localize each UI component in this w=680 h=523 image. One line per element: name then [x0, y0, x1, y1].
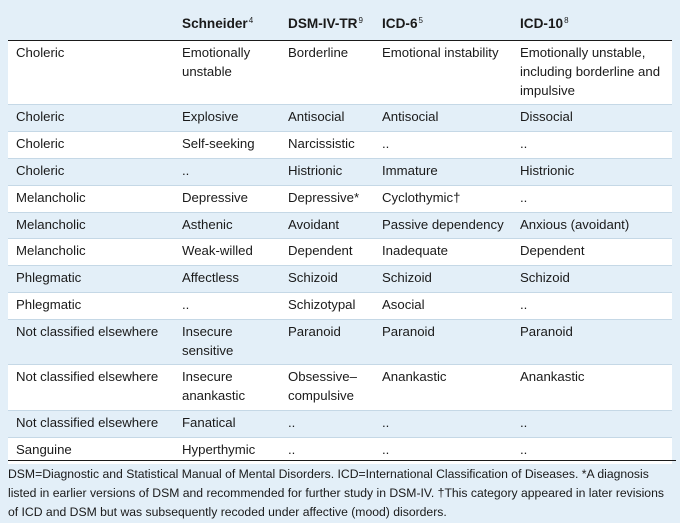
column-header-2 — [280, 6, 374, 41]
table-cell: Not classified elsewhere — [8, 319, 174, 365]
table-cell: .. — [374, 437, 512, 463]
table-cell: Explosive — [174, 105, 280, 132]
table-cell: Emotionally unstable, including borderline and impulsive — [512, 41, 672, 105]
table-cell: Depressive — [174, 185, 280, 212]
column-header-0 — [8, 6, 174, 41]
table-cell: Anankastic — [512, 365, 672, 411]
table-cell: Asthenic — [174, 212, 280, 239]
table-row — [8, 185, 672, 212]
table-cell: Antisocial — [280, 105, 374, 132]
table-cell: Sanguine — [8, 437, 174, 463]
column-header-reference: 8 — [564, 16, 569, 26]
table-cell: Dissocial — [512, 105, 672, 132]
table-cell: Melancholic — [8, 185, 174, 212]
table-cell: .. — [512, 185, 672, 212]
table-cell: Dependent — [280, 239, 374, 266]
table-cell: Melancholic — [8, 239, 174, 266]
table-row — [8, 105, 672, 132]
table-cell: .. — [280, 410, 374, 437]
table-cell: Avoidant — [280, 212, 374, 239]
table-cell: Passive dependency — [374, 212, 512, 239]
table-row — [8, 41, 672, 105]
table-cell: Inadequate — [374, 239, 512, 266]
table-row — [8, 239, 672, 266]
table-cell: Choleric — [8, 132, 174, 159]
table-cell: Choleric — [8, 41, 174, 105]
personality-classification-table — [8, 6, 672, 464]
table-cell: .. — [512, 437, 672, 463]
table-body — [8, 41, 672, 464]
table-cell: .. — [374, 410, 512, 437]
column-header-3 — [374, 6, 512, 41]
table-cell: Paranoid — [374, 319, 512, 365]
table-cell: Hyperthymic — [174, 437, 280, 463]
table-cell: .. — [174, 292, 280, 319]
table-cell: .. — [512, 410, 672, 437]
table-cell: .. — [280, 437, 374, 463]
column-header-1 — [174, 6, 280, 41]
table-cell: Dependent — [512, 239, 672, 266]
table-cell: Not classified elsewhere — [8, 410, 174, 437]
table-cell: Insecure sensitive — [174, 319, 280, 365]
column-header-reference: 4 — [248, 16, 254, 26]
table-cell: Cyclothymic† — [374, 185, 512, 212]
table-cell: Emotional instability — [374, 41, 512, 105]
table-cell: .. — [512, 292, 672, 319]
table-cell: Borderline — [280, 41, 374, 105]
column-header-label: ICD-10 — [520, 16, 564, 32]
table-cell: Phlegmatic — [8, 292, 174, 319]
table-cell: Self-seeking — [174, 132, 280, 159]
column-header-reference: 9 — [358, 16, 363, 26]
table-cell: Antisocial — [374, 105, 512, 132]
table-row — [8, 410, 672, 437]
table-row — [8, 266, 672, 293]
table-cell: Schizotypal — [280, 292, 374, 319]
table-cell: Weak-willed — [174, 239, 280, 266]
table-cell: Insecure anankastic — [174, 365, 280, 411]
table-cell: Obsessive–compulsive — [280, 365, 374, 411]
table-cell: Anxious (avoidant) — [512, 212, 672, 239]
table-row — [8, 212, 672, 239]
table-cell: Paranoid — [280, 319, 374, 365]
table-cell: Anankastic — [374, 365, 512, 411]
column-header-label: Schneider — [182, 16, 248, 32]
table-cell: Narcissistic — [280, 132, 374, 159]
table-cell: .. — [174, 158, 280, 185]
table-footnote: DSM=Diagnostic and Statistical Manual of Mental Disorders. ICD=International Classification of Diseases. *A diagnosis listed in earlier versions of DSM and recommended for further study in DSM-IV. †This category appeared in later revisions of ICD and DSM but was subsequently recoded under affective (mood) disorders. — [8, 460, 676, 523]
table-cell: .. — [374, 132, 512, 159]
column-header-4 — [512, 6, 672, 41]
table-cell: Fanatical — [174, 410, 280, 437]
table-cell: Paranoid — [512, 319, 672, 365]
table-row — [8, 132, 672, 159]
table-cell: Melancholic — [8, 212, 174, 239]
table-cell: Histrionic — [280, 158, 374, 185]
table-cell: Asocial — [374, 292, 512, 319]
table-cell: Emotionally unstable — [174, 41, 280, 105]
table-cell: .. — [512, 132, 672, 159]
table-cell: Phlegmatic — [8, 266, 174, 293]
table-cell: Affectless — [174, 266, 280, 293]
column-header-label: ICD-6 — [382, 16, 418, 32]
table-cell: Choleric — [8, 105, 174, 132]
table-row — [8, 365, 672, 411]
table-cell: Schizoid — [280, 266, 374, 293]
table-cell: Schizoid — [512, 266, 672, 293]
table-cell: Not classified elsewhere — [8, 365, 174, 411]
table-row — [8, 319, 672, 365]
table-cell: Depressive* — [280, 185, 374, 212]
table-cell: Immature — [374, 158, 512, 185]
table-cell: Schizoid — [374, 266, 512, 293]
table-cell: Histrionic — [512, 158, 672, 185]
table-cell: Choleric — [8, 158, 174, 185]
column-header-reference: 5 — [418, 16, 423, 26]
table-row — [8, 292, 672, 319]
table-header-row — [8, 6, 672, 41]
column-header-label: DSM-IV-TR — [288, 16, 358, 32]
table-row — [8, 158, 672, 185]
